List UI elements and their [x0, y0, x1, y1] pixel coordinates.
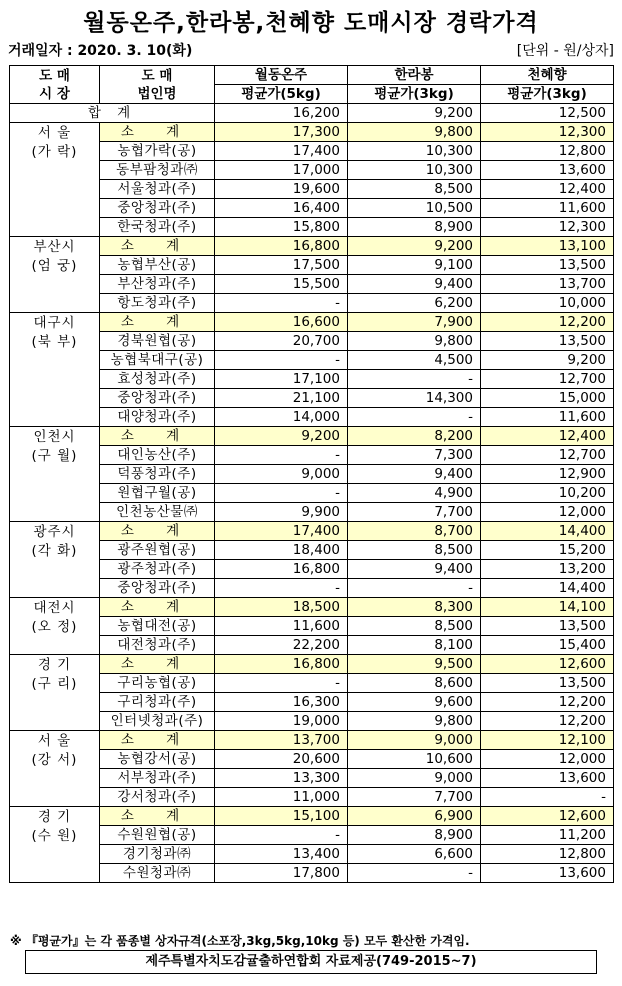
- header-market: 도 매 시 장: [10, 66, 100, 104]
- price-cell-v1: -: [215, 484, 348, 503]
- price-cell-v3: 12,300: [481, 218, 614, 237]
- price-cell-v3: 12,400: [481, 180, 614, 199]
- corp-name: 중앙청과(주): [100, 199, 215, 218]
- price-cell-v3: 12,600: [481, 655, 614, 674]
- subtotal-label: 소 계: [100, 731, 215, 750]
- header-col1: 월동온주: [215, 66, 348, 85]
- total-label: 합 계: [10, 104, 215, 123]
- price-cell-v2: 9,800: [348, 332, 481, 351]
- price-cell-v1: 17,000: [215, 161, 348, 180]
- price-cell-v3: 12,100: [481, 731, 614, 750]
- market-name: 경 기 (수 원): [10, 807, 100, 883]
- price-cell-v1: 20,600: [215, 750, 348, 769]
- corp-name: 광주청과(주): [100, 560, 215, 579]
- market-name: 인천시 (구 월): [10, 427, 100, 522]
- table-row: [10, 826, 614, 845]
- corp-name: 광주원협(공): [100, 541, 215, 560]
- table-row: [10, 332, 614, 351]
- price-cell-v2: 8,500: [348, 180, 481, 199]
- price-cell-v1: 18,400: [215, 541, 348, 560]
- price-cell-v2: -: [348, 370, 481, 389]
- price-cell-v2: 8,900: [348, 826, 481, 845]
- table-row: [10, 351, 614, 370]
- price-cell-v1: 22,200: [215, 636, 348, 655]
- price-cell-v3: 12,300: [481, 123, 614, 142]
- table-row: [10, 864, 614, 883]
- price-cell-v2: 9,600: [348, 693, 481, 712]
- corp-name: 항도청과(주): [100, 294, 215, 313]
- subtotal-label: 소 계: [100, 427, 215, 446]
- price-cell-v3: 11,600: [481, 199, 614, 218]
- price-cell-v3: 12,600: [481, 807, 614, 826]
- price-cell-v2: 9,400: [348, 560, 481, 579]
- subtotal-row: [10, 731, 614, 750]
- subtotal-label: 소 계: [100, 598, 215, 617]
- corp-name: 대양청과(주): [100, 408, 215, 427]
- table-row: [10, 712, 614, 731]
- table-row: [10, 294, 614, 313]
- price-cell-v1: 19,000: [215, 712, 348, 731]
- table-row: [10, 674, 614, 693]
- table-row: [10, 617, 614, 636]
- corp-name: 구리청과(주): [100, 693, 215, 712]
- table-row: [10, 408, 614, 427]
- price-cell-v1: 9,000: [215, 465, 348, 484]
- price-cell-v2: 8,600: [348, 674, 481, 693]
- table-row: [10, 275, 614, 294]
- table-row: [10, 636, 614, 655]
- price-table: [9, 65, 614, 883]
- price-cell-v3: 12,700: [481, 370, 614, 389]
- price-cell-v2: 6,900: [348, 807, 481, 826]
- price-cell-v3: 14,400: [481, 579, 614, 598]
- price-cell-v2: 10,300: [348, 142, 481, 161]
- price-cell-v2: 9,400: [348, 465, 481, 484]
- table-row: [10, 788, 614, 807]
- price-cell-v2: 14,300: [348, 389, 481, 408]
- corp-name: 인터넷청과(주): [100, 712, 215, 731]
- subtotal-label: 소 계: [100, 807, 215, 826]
- table-row: [10, 142, 614, 161]
- price-cell-v1: 19,600: [215, 180, 348, 199]
- table-row: [10, 693, 614, 712]
- price-cell-v2: 9,000: [348, 769, 481, 788]
- corp-name: 대인농산(주): [100, 446, 215, 465]
- table-row: [10, 769, 614, 788]
- price-cell-v3: 13,100: [481, 237, 614, 256]
- price-cell-v1: 18,500: [215, 598, 348, 617]
- market-name: 서 울 (강 서): [10, 731, 100, 807]
- corp-name: 동부팜청과㈜: [100, 161, 215, 180]
- price-cell-v1: 11,000: [215, 788, 348, 807]
- total-v3: 12,500: [481, 104, 614, 123]
- header-col1-sub: 평균가(5kg): [215, 85, 348, 104]
- price-cell-v1: 16,400: [215, 199, 348, 218]
- corp-name: 한국청과(주): [100, 218, 215, 237]
- unit-label: [단위 - 원/상자]: [516, 43, 614, 59]
- price-cell-v1: 15,500: [215, 275, 348, 294]
- corp-name: 농협강서(공): [100, 750, 215, 769]
- market-name: 부산시 (엄 궁): [10, 237, 100, 313]
- price-cell-v3: 12,800: [481, 845, 614, 864]
- price-cell-v1: 15,100: [215, 807, 348, 826]
- header-col2: 한라봉: [348, 66, 481, 85]
- price-cell-v3: 13,500: [481, 256, 614, 275]
- table-row: [10, 541, 614, 560]
- price-cell-v2: -: [348, 864, 481, 883]
- price-cell-v3: 13,200: [481, 560, 614, 579]
- table-row: [10, 199, 614, 218]
- price-cell-v3: 12,200: [481, 693, 614, 712]
- price-cell-v2: 9,800: [348, 123, 481, 142]
- footnote: ※ 『평균가』는 각 품종별 상자규격(소포장,3kg,5kg,10kg 등) 모두 환산한 가격임.: [10, 934, 470, 948]
- subtotal-row: [10, 237, 614, 256]
- subtotal-label: 소 계: [100, 237, 215, 256]
- price-cell-v3: 13,600: [481, 161, 614, 180]
- price-cell-v3: 13,500: [481, 617, 614, 636]
- subtotal-label: 소 계: [100, 313, 215, 332]
- price-cell-v2: 7,700: [348, 503, 481, 522]
- price-cell-v2: 7,900: [348, 313, 481, 332]
- price-cell-v2: 10,600: [348, 750, 481, 769]
- price-cell-v3: 15,000: [481, 389, 614, 408]
- price-cell-v3: 12,800: [481, 142, 614, 161]
- price-cell-v1: 17,400: [215, 142, 348, 161]
- market-name: 경 기 (구 리): [10, 655, 100, 731]
- subtotal-label: 소 계: [100, 123, 215, 142]
- corp-name: 경기청과㈜: [100, 845, 215, 864]
- price-cell-v3: 15,400: [481, 636, 614, 655]
- price-cell-v2: 8,700: [348, 522, 481, 541]
- subtotal-label: 소 계: [100, 522, 215, 541]
- price-cell-v1: 15,800: [215, 218, 348, 237]
- price-cell-v1: 9,200: [215, 427, 348, 446]
- header-col3: 천혜향: [481, 66, 614, 85]
- corp-name: 원협구월(공): [100, 484, 215, 503]
- subtotal-label: 소 계: [100, 655, 215, 674]
- price-cell-v2: 7,300: [348, 446, 481, 465]
- corp-name: 효성청과(주): [100, 370, 215, 389]
- table-row: [10, 370, 614, 389]
- price-cell-v1: 20,700: [215, 332, 348, 351]
- corp-name: 농협대전(공): [100, 617, 215, 636]
- price-cell-v1: 16,800: [215, 237, 348, 256]
- subtotal-row: [10, 313, 614, 332]
- market-name: 서 울 (가 락): [10, 123, 100, 237]
- price-cell-v3: 14,400: [481, 522, 614, 541]
- corp-name: 농협북대구(공): [100, 351, 215, 370]
- header-col3-sub: 평균가(3kg): [481, 85, 614, 104]
- price-cell-v2: 9,200: [348, 237, 481, 256]
- table-row: [10, 256, 614, 275]
- price-cell-v1: 21,100: [215, 389, 348, 408]
- price-cell-v2: 9,100: [348, 256, 481, 275]
- price-cell-v3: -: [481, 788, 614, 807]
- price-cell-v2: 6,600: [348, 845, 481, 864]
- subtotal-row: [10, 522, 614, 541]
- corp-name: 농협가락(공): [100, 142, 215, 161]
- price-cell-v2: 8,200: [348, 427, 481, 446]
- total-row: [10, 104, 614, 123]
- price-cell-v2: 8,100: [348, 636, 481, 655]
- table-row: [10, 180, 614, 199]
- corp-name: 부산청과(주): [100, 275, 215, 294]
- price-cell-v3: 12,900: [481, 465, 614, 484]
- price-cell-v2: 8,900: [348, 218, 481, 237]
- table-row: [10, 560, 614, 579]
- total-v2: 9,200: [348, 104, 481, 123]
- corp-name: 수원청과㈜: [100, 864, 215, 883]
- price-cell-v2: 8,300: [348, 598, 481, 617]
- price-cell-v1: 11,600: [215, 617, 348, 636]
- price-cell-v2: 8,500: [348, 541, 481, 560]
- corp-name: 중앙청과(주): [100, 579, 215, 598]
- price-cell-v3: 13,600: [481, 769, 614, 788]
- price-cell-v1: -: [215, 826, 348, 845]
- price-cell-v2: 9,800: [348, 712, 481, 731]
- price-cell-v1: 17,300: [215, 123, 348, 142]
- price-cell-v3: 11,600: [481, 408, 614, 427]
- total-v1: 16,200: [215, 104, 348, 123]
- table-row: [10, 503, 614, 522]
- price-cell-v3: 12,000: [481, 750, 614, 769]
- price-cell-v1: 9,900: [215, 503, 348, 522]
- price-cell-v1: 13,400: [215, 845, 348, 864]
- price-cell-v2: 9,000: [348, 731, 481, 750]
- header-corp: 도 매 법인명: [100, 66, 215, 104]
- price-cell-v3: 14,100: [481, 598, 614, 617]
- table-row: [10, 484, 614, 503]
- header-col2-sub: 평균가(3kg): [348, 85, 481, 104]
- corp-name: 농협부산(공): [100, 256, 215, 275]
- price-cell-v2: 8,500: [348, 617, 481, 636]
- price-cell-v1: -: [215, 294, 348, 313]
- price-cell-v1: 17,500: [215, 256, 348, 275]
- price-cell-v1: 14,000: [215, 408, 348, 427]
- price-cell-v1: 16,300: [215, 693, 348, 712]
- price-cell-v2: 7,700: [348, 788, 481, 807]
- market-name: 광주시 (각 화): [10, 522, 100, 598]
- price-cell-v2: 9,400: [348, 275, 481, 294]
- price-cell-v1: 13,700: [215, 731, 348, 750]
- market-name: 대구시 (북 부): [10, 313, 100, 427]
- price-cell-v1: -: [215, 579, 348, 598]
- price-cell-v2: 6,200: [348, 294, 481, 313]
- price-cell-v2: 4,500: [348, 351, 481, 370]
- price-cell-v1: 17,400: [215, 522, 348, 541]
- price-cell-v2: 9,500: [348, 655, 481, 674]
- price-cell-v3: 13,500: [481, 674, 614, 693]
- corp-name: 경북원협(공): [100, 332, 215, 351]
- price-cell-v2: -: [348, 408, 481, 427]
- price-cell-v1: 13,300: [215, 769, 348, 788]
- source-box: 제주특별자치도감귤출하연합회 자료제공(749-2015~7): [25, 950, 597, 974]
- info-row: [8, 40, 614, 60]
- corp-name: 서울청과(주): [100, 180, 215, 199]
- table-row: [10, 446, 614, 465]
- price-cell-v3: 10,200: [481, 484, 614, 503]
- table-row: [10, 465, 614, 484]
- price-cell-v1: -: [215, 351, 348, 370]
- corp-name: 대전청과(주): [100, 636, 215, 655]
- table-row: [10, 750, 614, 769]
- price-cell-v3: 13,500: [481, 332, 614, 351]
- price-cell-v3: 13,700: [481, 275, 614, 294]
- price-cell-v3: 12,200: [481, 313, 614, 332]
- corp-name: 강서청과(주): [100, 788, 215, 807]
- price-cell-v3: 15,200: [481, 541, 614, 560]
- price-cell-v3: 12,700: [481, 446, 614, 465]
- corp-name: 구리농협(공): [100, 674, 215, 693]
- price-cell-v1: 16,800: [215, 655, 348, 674]
- subtotal-row: [10, 807, 614, 826]
- market-name: 대전시 (오 정): [10, 598, 100, 655]
- price-cell-v2: -: [348, 579, 481, 598]
- price-cell-v1: 16,600: [215, 313, 348, 332]
- price-cell-v3: 9,200: [481, 351, 614, 370]
- price-cell-v3: 12,400: [481, 427, 614, 446]
- trade-date: 거래일자 : 2020. 3. 10(화): [8, 43, 193, 59]
- subtotal-row: [10, 427, 614, 446]
- price-cell-v1: -: [215, 674, 348, 693]
- corp-name: 수원원협(공): [100, 826, 215, 845]
- price-cell-v1: -: [215, 446, 348, 465]
- price-cell-v2: 4,900: [348, 484, 481, 503]
- subtotal-row: [10, 598, 614, 617]
- table-row: [10, 389, 614, 408]
- price-cell-v2: 10,300: [348, 161, 481, 180]
- price-cell-v1: 16,800: [215, 560, 348, 579]
- price-cell-v1: 17,800: [215, 864, 348, 883]
- price-cell-v3: 13,600: [481, 864, 614, 883]
- corp-name: 인천농산물㈜: [100, 503, 215, 522]
- price-cell-v2: 10,500: [348, 199, 481, 218]
- table-row: [10, 218, 614, 237]
- price-cell-v3: 12,000: [481, 503, 614, 522]
- corp-name: 덕풍청과(주): [100, 465, 215, 484]
- price-cell-v3: 12,200: [481, 712, 614, 731]
- table-row: [10, 161, 614, 180]
- subtotal-row: [10, 655, 614, 674]
- table-row: [10, 579, 614, 598]
- corp-name: 서부청과(주): [100, 769, 215, 788]
- corp-name: 중앙청과(주): [100, 389, 215, 408]
- page-title: 월동온주,한라봉,천혜향 도매시장 경락가격: [83, 10, 539, 36]
- price-cell-v3: 11,200: [481, 826, 614, 845]
- price-cell-v1: 17,100: [215, 370, 348, 389]
- table-row: [10, 845, 614, 864]
- subtotal-row: [10, 123, 614, 142]
- price-cell-v3: 10,000: [481, 294, 614, 313]
